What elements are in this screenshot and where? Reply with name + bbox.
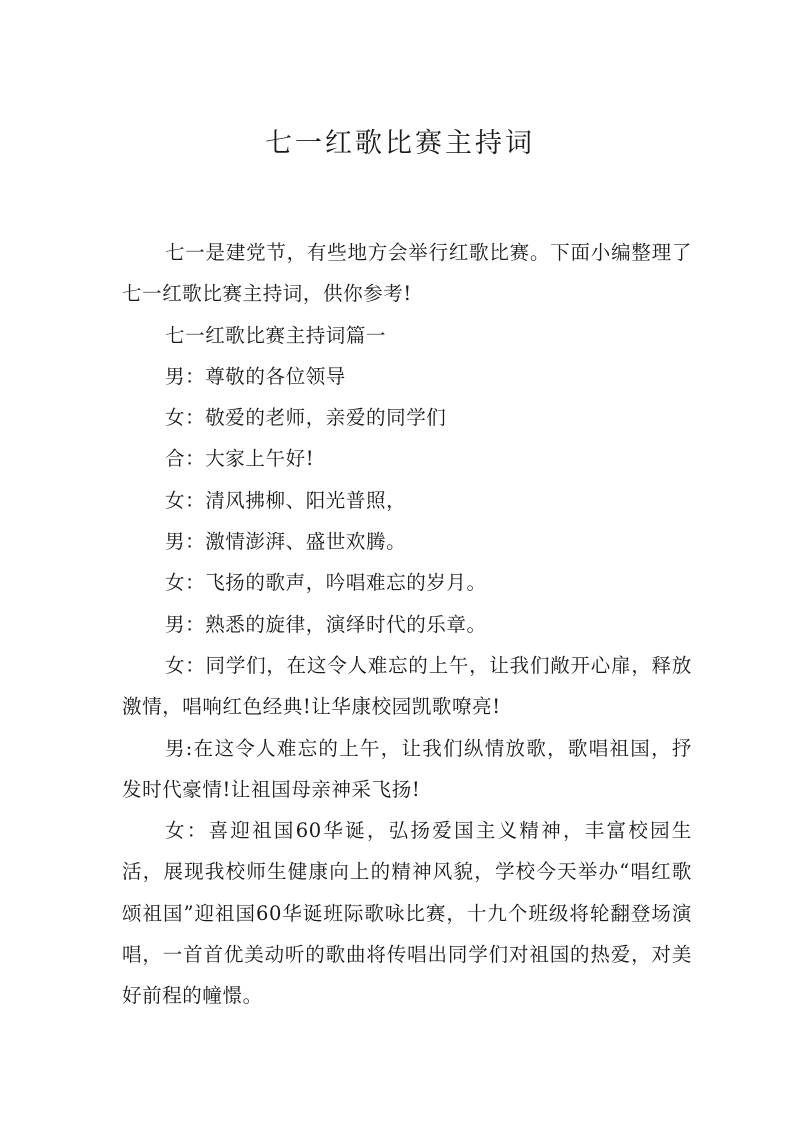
dialogue-line: 男：激情澎湃、盛世欢腾。	[165, 530, 407, 554]
dialogue-line: 男：尊敬的各位领导	[165, 364, 346, 388]
document-body	[122, 232, 692, 1017]
dialogue-line: 女：飞扬的歌声，吟唱难忘的岁月。	[165, 571, 487, 595]
dialogue-line: 男:在这令人难忘的上午，让我们纵情放歌，歌唱祖国，抒发时代豪情!让祖国母亲神采飞扬!	[122, 736, 692, 801]
dialogue-line: 合：大家上午好!	[165, 447, 315, 471]
intro-paragraph: 七一是建党节，有些地方会举行红歌比赛。下面小编整理了七一红歌比赛主持词，供你参考!	[122, 241, 692, 306]
dialogue-line: 女：喜迎祖国60华诞，弘扬爱国主义精神，丰富校园生活，展现我校师生健康向上的精神风貌，学校今天举办“唱红歌 颂祖国”迎祖国60华诞班际歌咏比赛，十九个班级将轮翻登场演唱，一首首优美动听的歌曲将传唱出同学们对祖国的热爱，对美好前程的幢憬。	[122, 819, 692, 1008]
dialogue-line: 男：熟悉的旋律，演绎时代的乐章。	[165, 612, 487, 636]
dialogue-line: 女：敬爱的老师，亲爱的同学们	[165, 406, 447, 430]
document-title: 七一红歌比赛主持词	[265, 128, 535, 159]
dialogue-line: 女：同学们，在这令人难忘的上午，让我们敞开心扉，释放激情，唱响红色经典!让华康校园凯歌嘹亮!	[122, 653, 692, 719]
section-heading: 七一红歌比赛主持词篇一	[165, 323, 387, 347]
dialogue-line: 女：清风拂柳、阳光普照，	[165, 488, 407, 512]
